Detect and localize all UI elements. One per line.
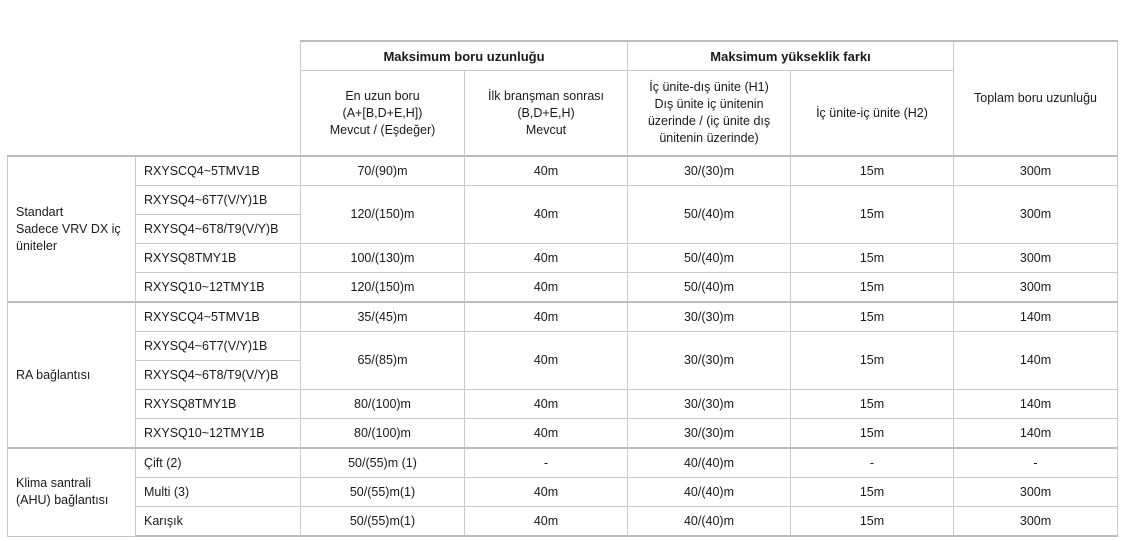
h2-cell: 15m xyxy=(791,244,954,273)
longest-cell: 70/(90)m xyxy=(301,156,465,186)
category-cell xyxy=(8,156,136,302)
header-max-height-difference: Maksimum yükseklik farkı xyxy=(628,41,954,71)
total-cell: 140m xyxy=(954,302,1118,332)
table-row xyxy=(8,507,1118,537)
after-branch-cell: 40m xyxy=(465,186,628,244)
header-longest-pipe: En uzun boru (A+[B,D+E,H]) Mevcut / (Eşdeğer) xyxy=(301,71,465,157)
category-label: Standart xyxy=(16,204,64,219)
model-cell: Çift (2) xyxy=(136,448,301,478)
category-cell xyxy=(8,448,136,536)
h1-cell: 30/(30)m xyxy=(628,390,791,419)
h2-cell: 15m xyxy=(791,156,954,186)
table-row xyxy=(8,448,1118,478)
table-body xyxy=(8,156,1118,536)
longest-cell: 120/(150)m xyxy=(301,273,465,303)
total-cell: 300m xyxy=(954,273,1118,303)
total-cell: 140m xyxy=(954,390,1118,419)
category-label: (AHU) bağlantısı xyxy=(16,493,109,508)
h2-cell: 15m xyxy=(791,390,954,419)
category-label: Klima santrali xyxy=(16,476,92,491)
after-branch-cell: 40m xyxy=(465,332,628,390)
h1-cell: 30/(30)m xyxy=(628,332,791,390)
category-cell xyxy=(8,302,136,448)
h1-cell: 40/(40)m xyxy=(628,507,791,537)
h1-cell: 30/(30)m xyxy=(628,156,791,186)
h1-cell: 40/(40)m xyxy=(628,448,791,478)
h1-cell: 50/(40)m xyxy=(628,244,791,273)
longest-cell: 50/(55)m(1) xyxy=(301,478,465,507)
longest-cell: 35/(45)m xyxy=(301,302,465,332)
model-cell: RXYSQ10~12TMY1B xyxy=(136,419,301,449)
table-row xyxy=(8,302,1118,332)
table-row xyxy=(8,186,1118,215)
header-total-pipe-length: Toplam boru uzunluğu xyxy=(954,41,1118,156)
longest-cell: 80/(100)m xyxy=(301,419,465,449)
model-cell: RXYSQ4~6T8/T9(V/Y)B xyxy=(136,215,301,244)
after-branch-cell: 40m xyxy=(465,478,628,507)
h1-cell: 30/(30)m xyxy=(628,302,791,332)
h2-cell: 15m xyxy=(791,332,954,390)
header-h1: İç ünite-dış ünite (H1) Dış ünite iç ünitenin üzerinde / (iç ünite dış ünitenin üzerinde) xyxy=(628,71,791,157)
total-cell: 140m xyxy=(954,332,1118,390)
model-cell: RXYSCQ4~5TMV1B xyxy=(136,302,301,332)
h1-cell: 50/(40)m xyxy=(628,273,791,303)
longest-cell: 50/(55)m (1) xyxy=(301,448,465,478)
table-row xyxy=(8,390,1118,419)
after-branch-cell: 40m xyxy=(465,302,628,332)
table-row xyxy=(8,156,1118,186)
header-blank xyxy=(8,41,301,156)
h2-cell: 15m xyxy=(791,478,954,507)
after-branch-cell: 40m xyxy=(465,419,628,449)
h1-cell: 30/(30)m xyxy=(628,419,791,449)
header-max-pipe-length: Maksimum boru uzunluğu xyxy=(301,41,628,71)
after-branch-cell: 40m xyxy=(465,390,628,419)
table-row xyxy=(8,419,1118,449)
total-cell: 140m xyxy=(954,419,1118,449)
longest-cell: 65/(85)m xyxy=(301,332,465,390)
category-label: RA bağlantısı xyxy=(16,367,91,382)
total-cell: 300m xyxy=(954,186,1118,244)
h2-cell: 15m xyxy=(791,419,954,449)
model-cell: RXYSQ10~12TMY1B xyxy=(136,273,301,303)
total-cell: 300m xyxy=(954,156,1118,186)
model-cell: RXYSQ8TMY1B xyxy=(136,390,301,419)
after-branch-cell: 40m xyxy=(465,156,628,186)
total-cell: 300m xyxy=(954,507,1118,537)
header-h2: İç ünite-iç ünite (H2) xyxy=(791,71,954,157)
category-label: üniteler xyxy=(16,238,57,253)
header-after-first-branch: İlk branşman sonrası (B,D+E,H) Mevcut xyxy=(465,71,628,157)
h2-cell: 15m xyxy=(791,302,954,332)
model-cell: Multi (3) xyxy=(136,478,301,507)
model-cell: RXYSQ8TMY1B xyxy=(136,244,301,273)
h2-cell: - xyxy=(791,448,954,478)
total-cell: - xyxy=(954,448,1118,478)
h1-cell: 50/(40)m xyxy=(628,186,791,244)
total-cell: 300m xyxy=(954,244,1118,273)
table-row xyxy=(8,332,1118,361)
table-row xyxy=(8,478,1118,507)
h2-cell: 15m xyxy=(791,273,954,303)
model-cell: RXYSQ4~6T8/T9(V/Y)B xyxy=(136,361,301,390)
longest-cell: 80/(100)m xyxy=(301,390,465,419)
model-cell: Karışık xyxy=(136,507,301,537)
after-branch-cell: - xyxy=(465,448,628,478)
pipe-spec-table xyxy=(7,40,1118,537)
table-row xyxy=(8,273,1118,303)
after-branch-cell: 40m xyxy=(465,507,628,537)
h1-cell: 40/(40)m xyxy=(628,478,791,507)
longest-cell: 50/(55)m(1) xyxy=(301,507,465,537)
after-branch-cell: 40m xyxy=(465,244,628,273)
longest-cell: 100/(130)m xyxy=(301,244,465,273)
model-cell: RXYSCQ4~5TMV1B xyxy=(136,156,301,186)
h2-cell: 15m xyxy=(791,507,954,537)
model-cell: RXYSQ4~6T7(V/Y)1B xyxy=(136,332,301,361)
total-cell: 300m xyxy=(954,478,1118,507)
longest-cell: 120/(150)m xyxy=(301,186,465,244)
h2-cell: 15m xyxy=(791,186,954,244)
after-branch-cell: 40m xyxy=(465,273,628,303)
category-label: Sadece VRV DX iç xyxy=(16,221,121,236)
table-row xyxy=(8,244,1118,273)
model-cell: RXYSQ4~6T7(V/Y)1B xyxy=(136,186,301,215)
